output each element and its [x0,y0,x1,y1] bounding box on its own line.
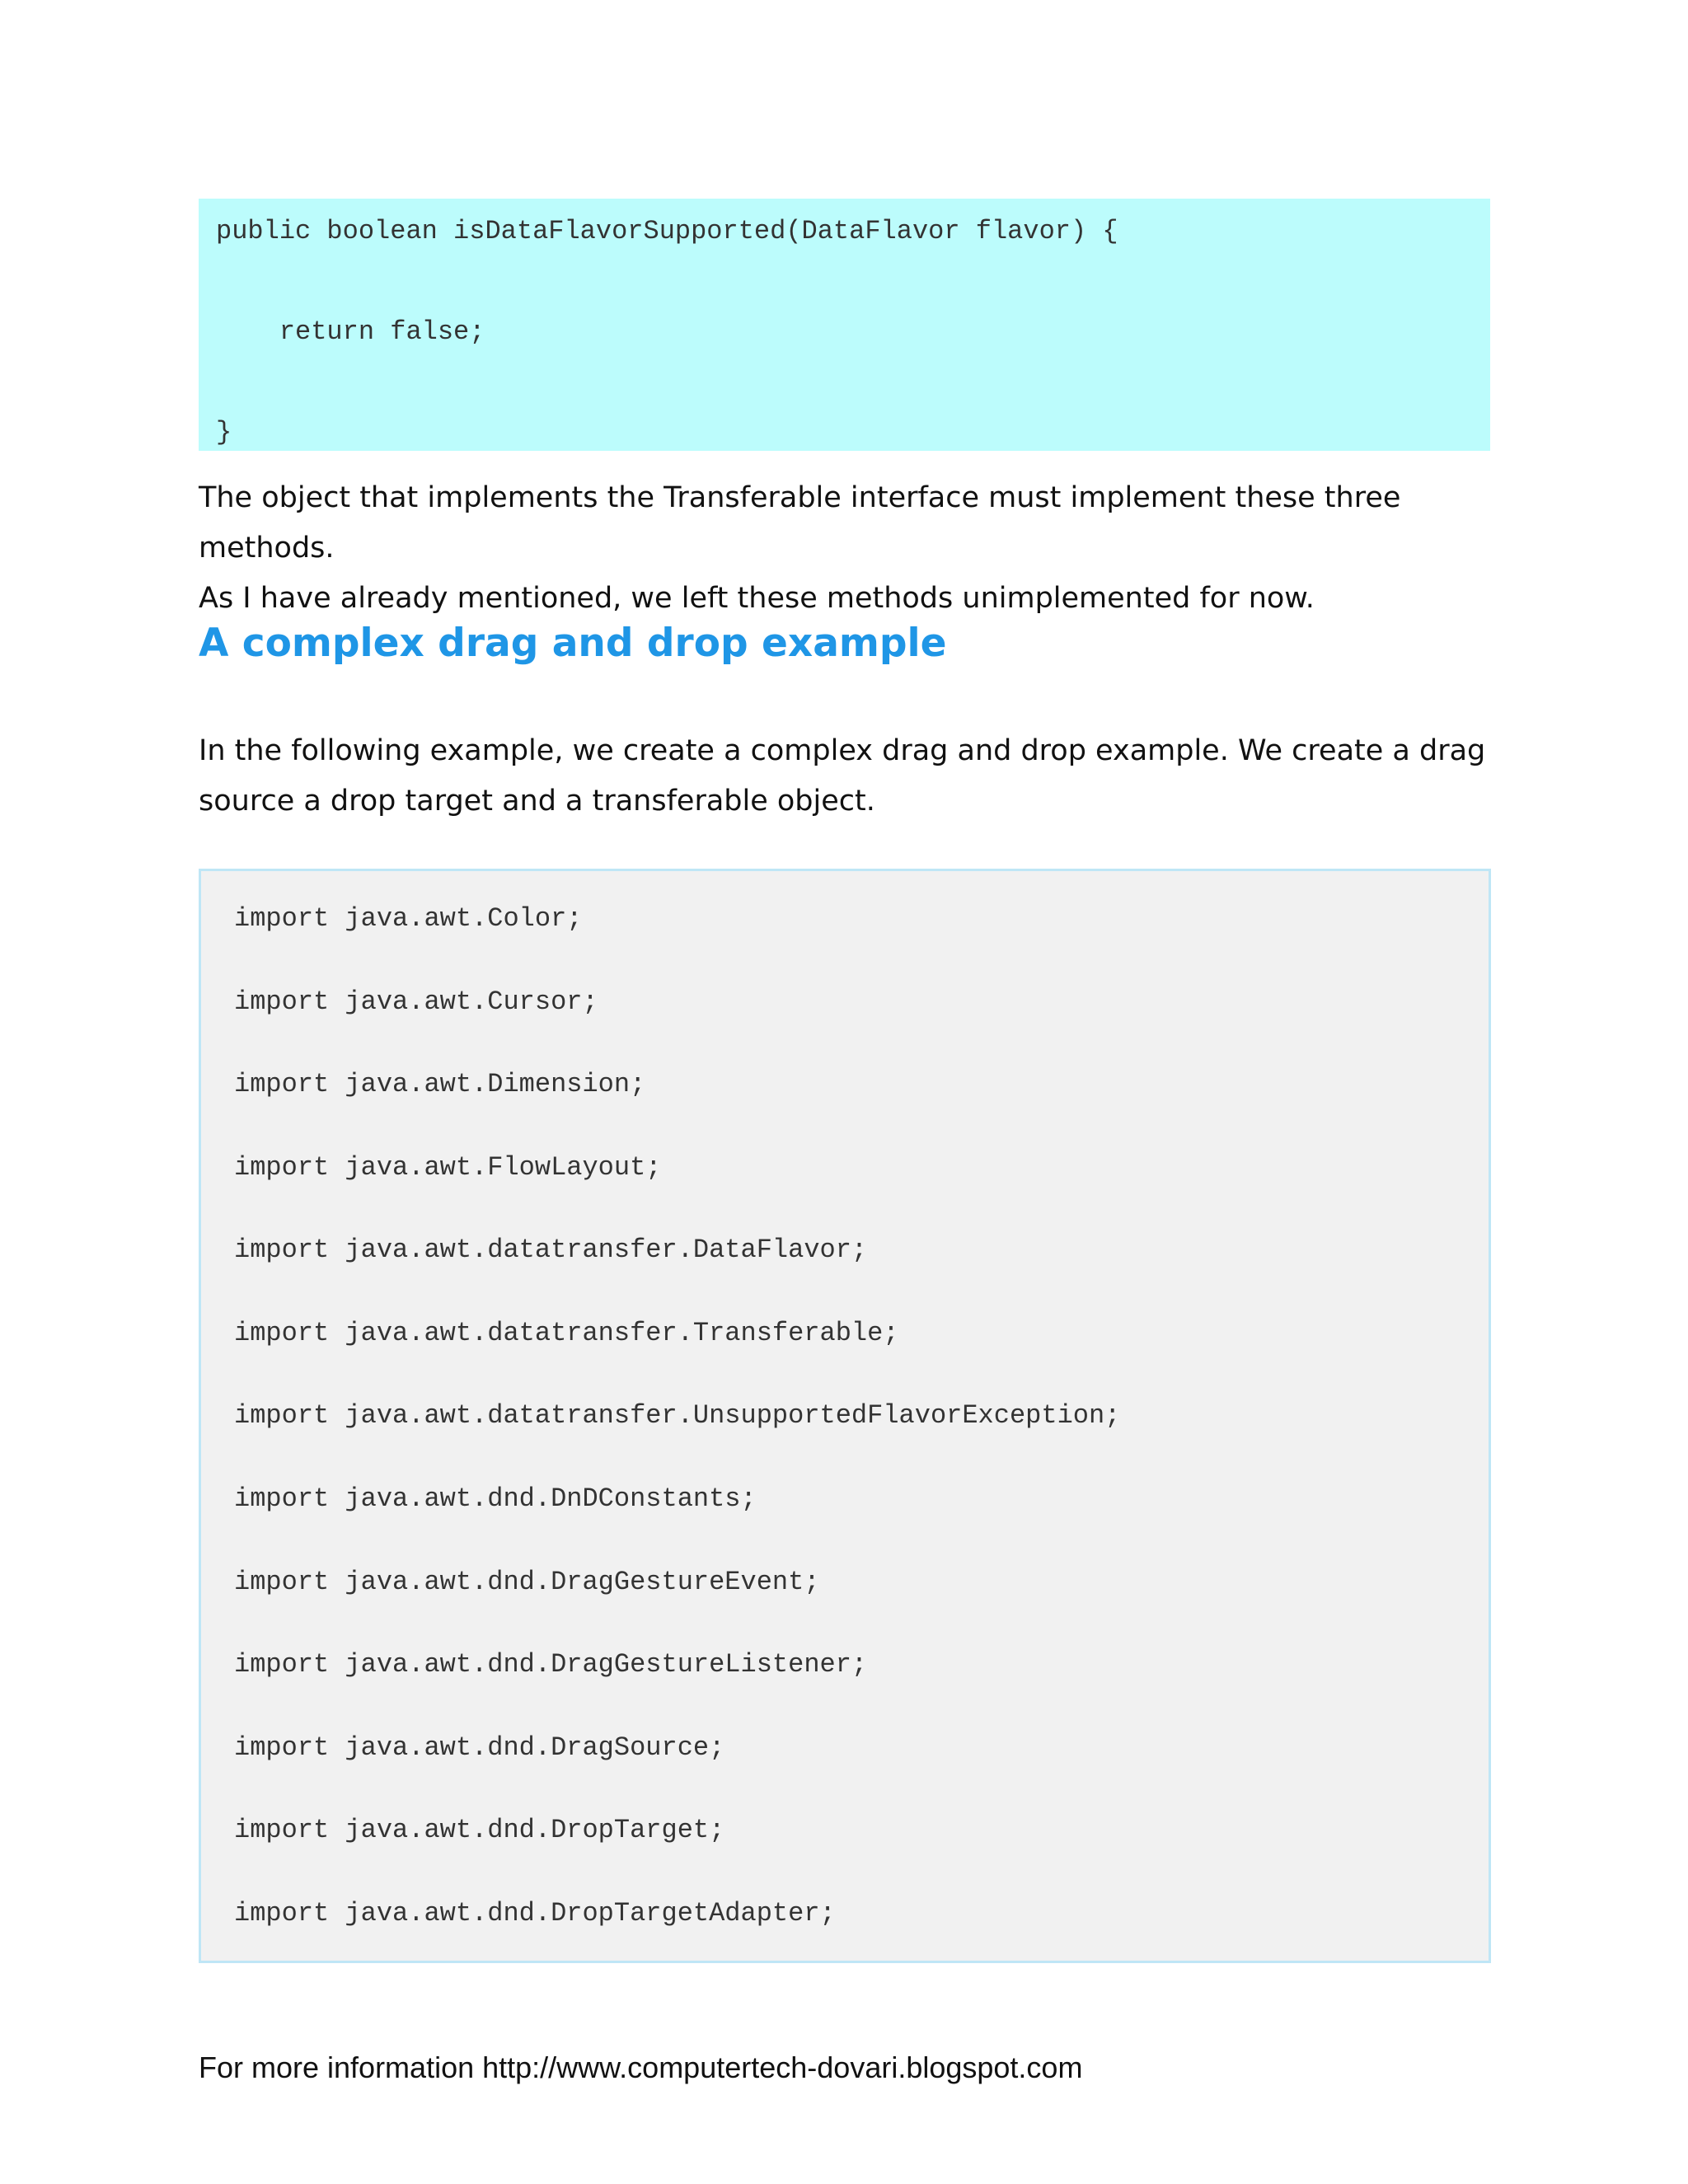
import-line: import java.awt.datatransfer.Transferable; [234,1318,899,1348]
section-heading: A complex drag and drop example [199,621,947,666]
import-line: import java.awt.dnd.DragGestureListener; [234,1649,868,1680]
import-line: import java.awt.FlowLayout; [234,1152,662,1183]
code-line: } [216,417,232,448]
import-line: import java.awt.Cursor; [234,987,598,1017]
import-line: import java.awt.datatransfer.UnsupportedFlavorException; [234,1400,1121,1431]
import-line: import java.awt.Color; [234,903,583,934]
import-line: import java.awt.dnd.DropTarget; [234,1815,725,1845]
import-line: import java.awt.dnd.DnDConstants; [234,1483,757,1514]
code-line: public boolean isDataFlavorSupported(DataFlavor flavor) { [216,216,1118,246]
footer-info-link: For more information http://www.computertech-dovari.blogspot.com [199,2050,1083,2084]
code-line: return false; [216,316,485,347]
code-block-imports [199,869,1491,1963]
import-line: import java.awt.dnd.DragSource; [234,1732,725,1763]
paragraph-transferable-methods [199,473,1501,624]
code-block-is-data-flavor-supported [199,199,1490,451]
import-line: import java.awt.datatransfer.DataFlavor; [234,1235,868,1265]
paragraph-line: source a drop target and a transferable object. [199,785,875,818]
paragraph-example-intro [199,726,1501,827]
import-line: import java.awt.dnd.DragGestureEvent; [234,1567,820,1597]
paragraph-line: As I have already mentioned, we left these methods unimplemented for now. [199,582,1315,615]
import-line: import java.awt.Dimension; [234,1069,646,1099]
paragraph-line: The object that implements the Transferable interface must implement these three methods. [199,481,1401,565]
import-line: import java.awt.dnd.DropTargetAdapter; [234,1898,836,1929]
paragraph-line: In the following example, we create a complex drag and drop example. We create a drag [199,734,1486,767]
